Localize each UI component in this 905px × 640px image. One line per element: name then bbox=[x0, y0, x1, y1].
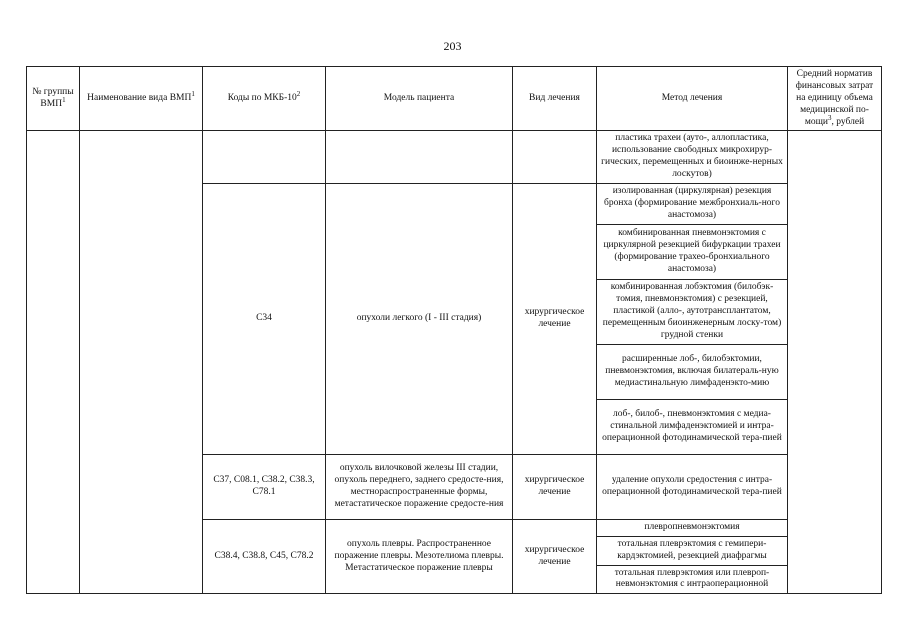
method-cell: лоб-, билоб-, пневмонэктомия с медиа-стинальной лимфаденэктомией и интра-операционной фотодинамической тера-пией bbox=[597, 399, 788, 454]
codes-cell: C34 bbox=[203, 183, 326, 454]
header-cost-norm: Средний норматив финансовых затрат на единицу объема медицинской по-мощи$^3$, рублей bbox=[788, 67, 882, 131]
model-cell: опухоль вилочковой железы III стадии, опухоль переднего, заднего средосте-ния, местнораспространенные формы, метастатическое поражение средосте-ния bbox=[326, 454, 513, 519]
method-cell: расширенные лоб-, билобэктомии, пневмонэктомия, включая билатераль-ную медиастинальную лимфаденэкто-мию bbox=[597, 344, 788, 399]
header-treatment-type: Вид лечения bbox=[513, 67, 597, 131]
model-cell: опухоли легкого (I - III стадия) bbox=[326, 183, 513, 454]
method-cell: тотальная плеврэктомия с гемипери-кардэктомией, резекцией диафрагмы bbox=[597, 536, 788, 565]
method-cell: тотальная плеврэктомия или плевроп-невмонэктомия с интраоперационной bbox=[597, 565, 788, 594]
table-row bbox=[27, 131, 882, 184]
header-treatment-method: Метод лечения bbox=[597, 67, 788, 131]
page-number: 203 bbox=[443, 39, 462, 53]
method-cell: комбинированная лобэктомия (билобэк-томия, пневмонэктомия) с резекцией, пластикой (алло-, аутотрансплантатом, перемещенным биоинженерным лоску-том) грудной стенки bbox=[597, 279, 788, 344]
method-cell: комбинированная пневмонэктомия с циркулярной резекцией бифуркации трахеи (формирование трахео-бронхиального анастомоза) bbox=[597, 224, 788, 279]
group-no-cell bbox=[27, 131, 80, 594]
vmp-table bbox=[26, 66, 882, 594]
method-cell: пластика трахеи (ауто-, аллопластика, использование свободных микрохирур-гических, перемещенных и биоинже-нерных лоскутов) bbox=[597, 131, 788, 184]
header-icd-codes: Коды по МКБ-$10^2$ bbox=[203, 67, 326, 131]
header-group-no: № группы ВМП$^1$ bbox=[27, 67, 80, 131]
header-patient-model: Модель пациента bbox=[326, 67, 513, 131]
header-vmp-name: Наименование вида ВМП$^1$ bbox=[80, 67, 203, 131]
method-cell: изолированная (циркулярная) резекция бронха (формирование межбронхиаль-ного анастомоза) bbox=[597, 183, 788, 224]
codes-cell: C37, C08.1, C38.2, C38.3, C78.1 bbox=[203, 454, 326, 519]
cost-cell bbox=[788, 131, 882, 594]
header-row bbox=[27, 67, 882, 131]
treatment-cell: хирургическое лечение bbox=[513, 183, 597, 454]
model-cell: опухоль плевры. Распространенное поражение плевры. Мезотелиома плевры. Метастатическое поражение плевры bbox=[326, 519, 513, 593]
method-cell: плевропневмонэктомия bbox=[597, 519, 788, 536]
vmp-name-cell bbox=[80, 131, 203, 594]
model-cell bbox=[326, 131, 513, 184]
treatment-cell: хирургическое лечение bbox=[513, 519, 597, 593]
codes-cell bbox=[203, 131, 326, 184]
treatment-cell bbox=[513, 131, 597, 184]
method-cell: удаление опухоли средостения с интра-операционной фотодинамической тера-пией bbox=[597, 454, 788, 519]
treatment-cell: хирургическое лечение bbox=[513, 454, 597, 519]
codes-cell: C38.4, C38.8, C45, C78.2 bbox=[203, 519, 326, 593]
